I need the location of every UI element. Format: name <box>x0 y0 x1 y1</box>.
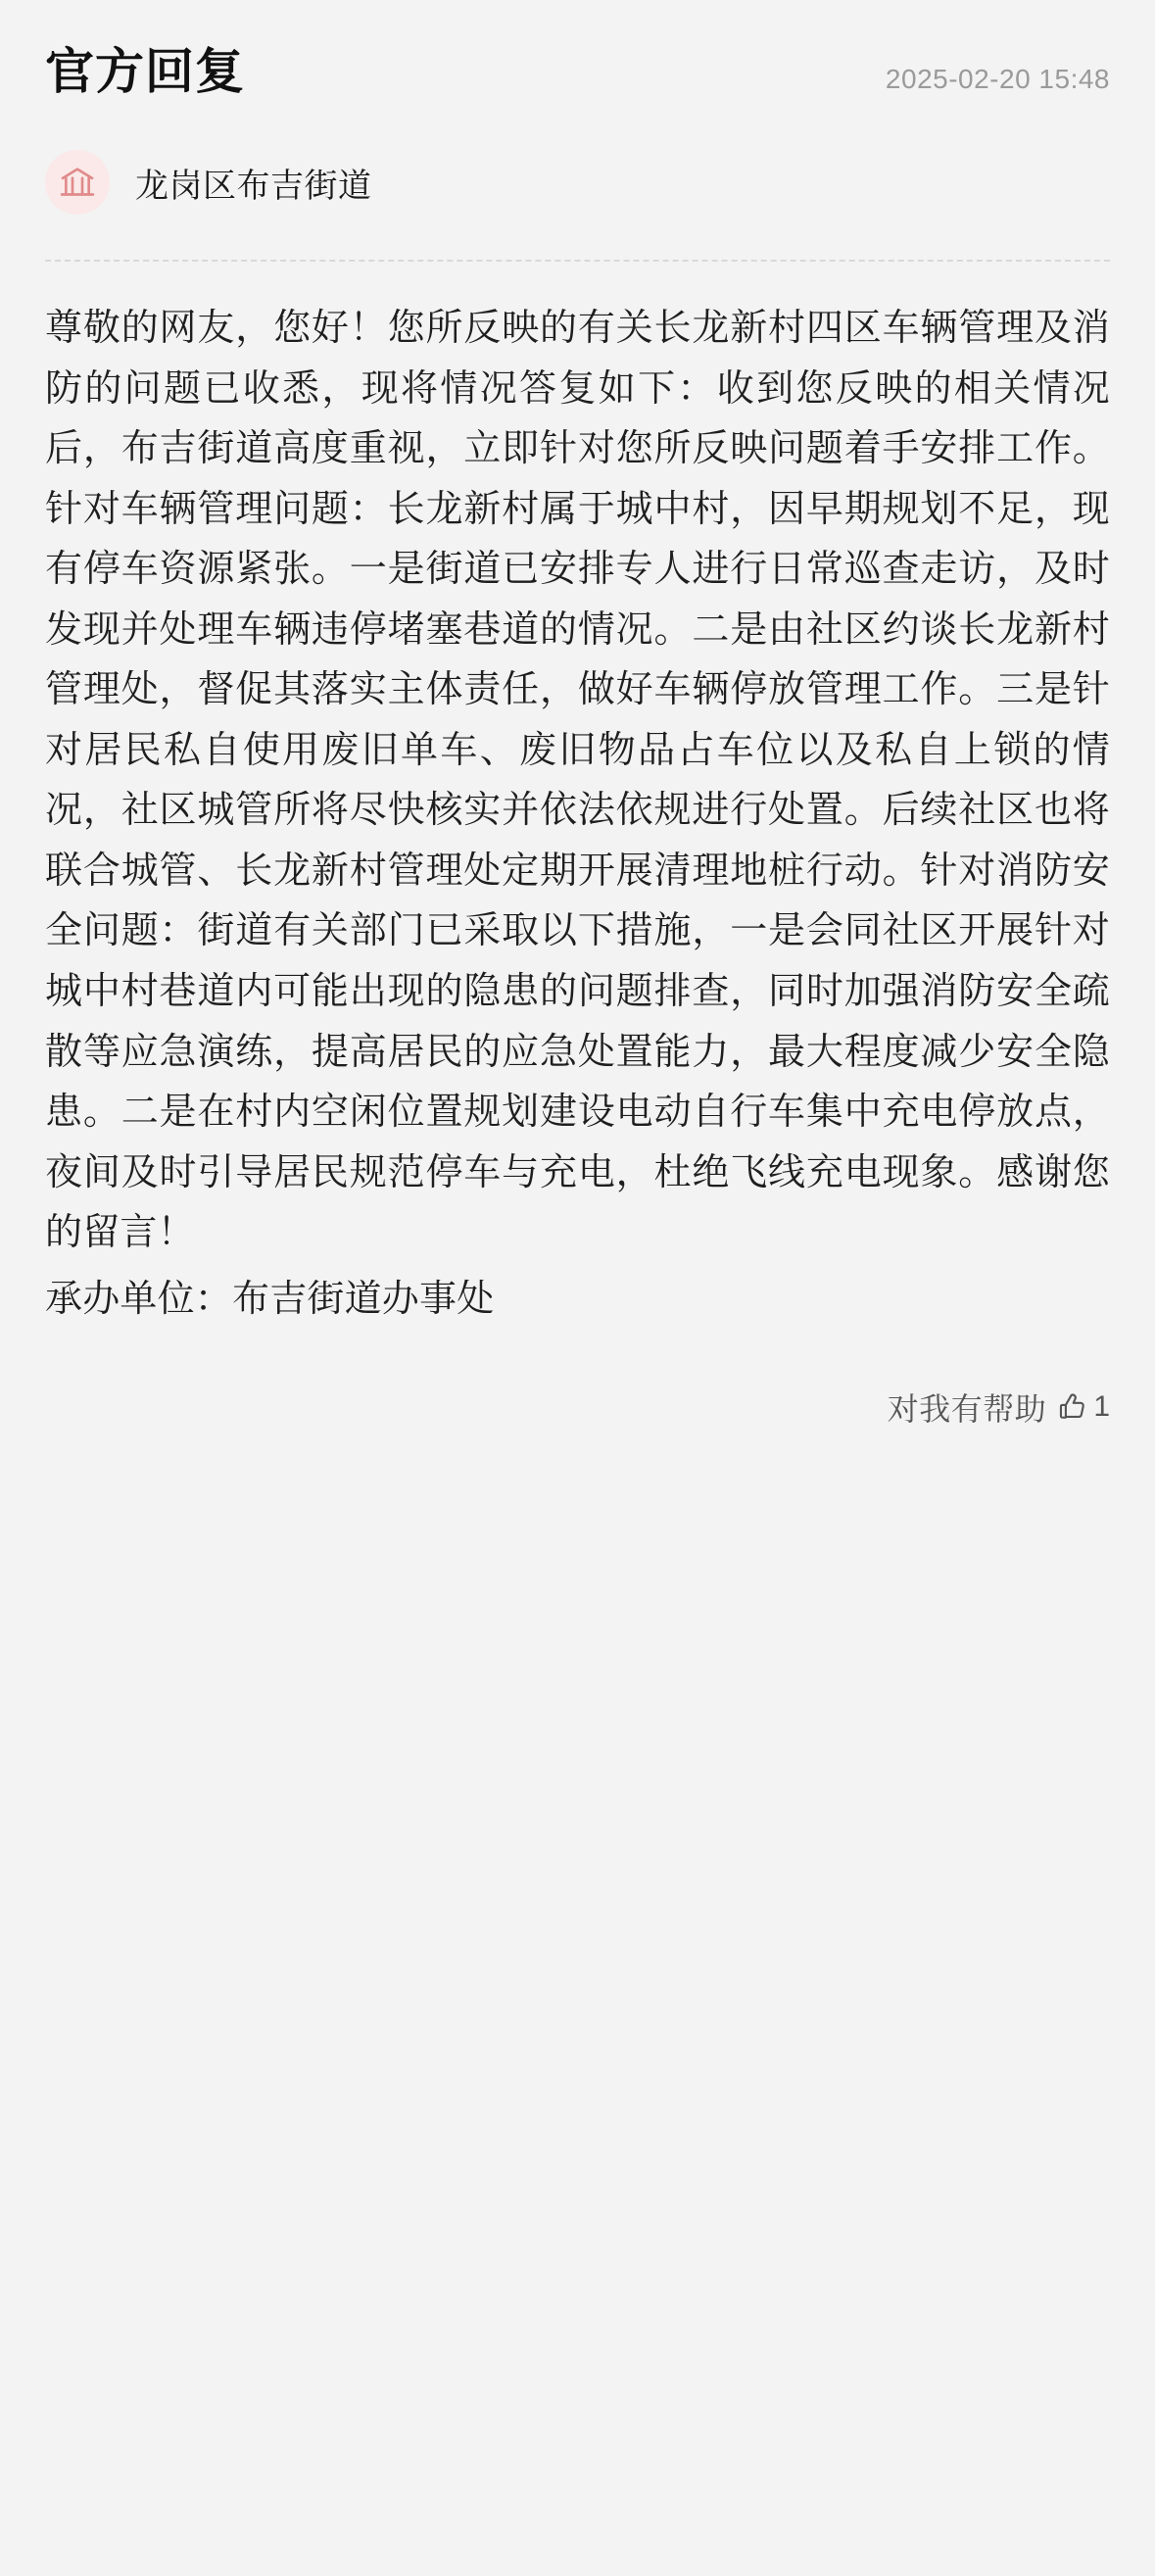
helpful-count: 1 <box>1093 1390 1110 1424</box>
handling-unit-line: 承办单位：布吉街道办事处 <box>45 1278 495 1320</box>
organization-row[interactable] <box>45 150 1110 215</box>
section-divider <box>45 260 1110 262</box>
reply-header <box>45 16 1110 99</box>
organization-name: 龙岗区布吉街道 <box>135 167 372 205</box>
reply-timestamp: 2025-02-20 15:48 <box>885 64 1110 94</box>
thumbs-up-icon[interactable] <box>1056 1390 1089 1424</box>
page-title: 官方回复 <box>45 44 245 99</box>
government-building-icon <box>45 150 110 215</box>
reply-body: 尊敬的网友，您好！您所反映的有关长龙新村四区车辆管理及消防的问题已收悉，现将情况答复如下：收到您反映的相关情况后，布吉街道高度重视，立即针对您所反映问题着手安排工作。针对车辆管理问题：长龙新村属于城中村，因早期规划不足，现有停车资源紧张。一是街道已安排专人进行日常巡查走访，及时发现并处理车辆违停堵塞巷道的情况。二是由社区约谈长龙新村管理处，督促其落实主体责任，做好车辆停放管理工作。三是针对居民私自使用废旧单车、废旧物品占车位以及私自上锁的情况，社区城管所将尽快核实并依法依规进行处置。后续社区也将联合城管、长龙新村管理处定期开展清理地桩行动。针对消防安全问题：街道有关部门已采取以下措施，一是会同社区开展针对城中村巷道内可能出现的隐患的问题排查，同时加强消防安全疏散等应急演练，提高居民的应急处置能力，最大程度减少安全隐患。二是在村内空闲位置规划建设电动自行车集中充电停放点，夜间及时引导居民规范停车与充电，杜绝飞线充电现象。感谢您的留言！ <box>45 308 1110 1254</box>
helpful-label: 对我有帮助 <box>887 1391 1047 1428</box>
top-spacer <box>45 0 1110 16</box>
helpful-row[interactable] <box>45 1385 1110 1469</box>
